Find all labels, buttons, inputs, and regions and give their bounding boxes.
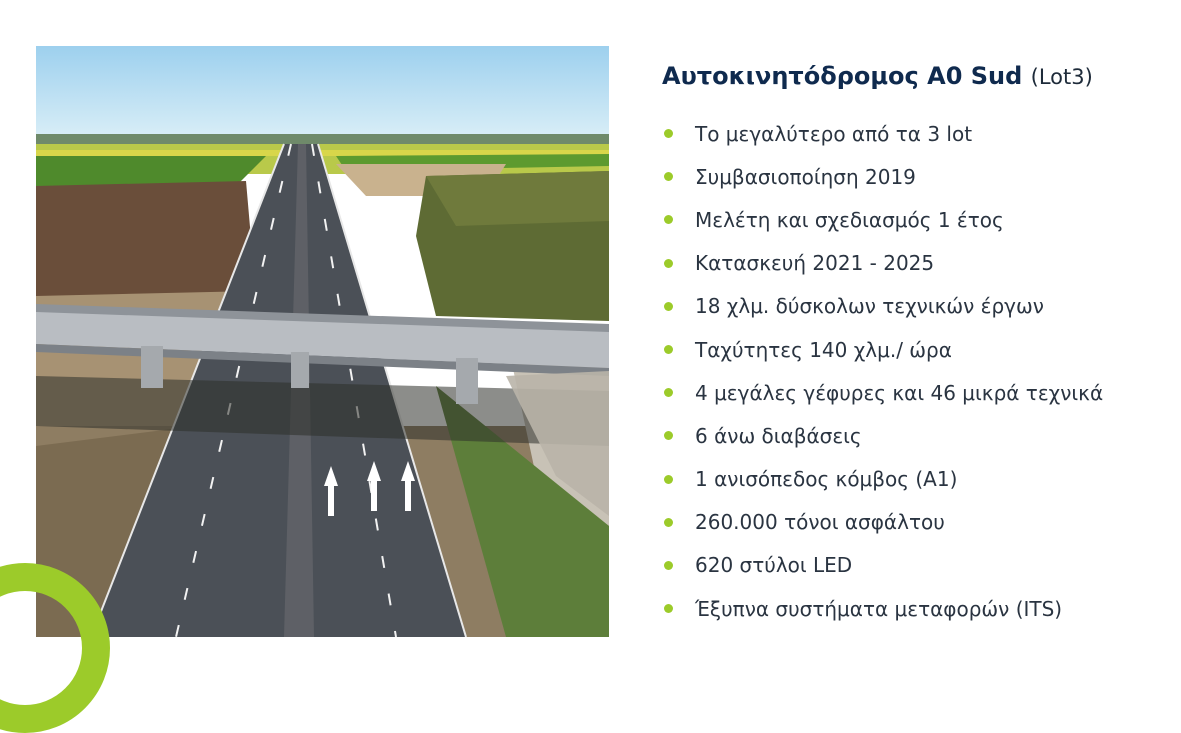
bullet-dot-icon [664,431,673,440]
bullet-dot-icon [664,604,673,613]
bullet-dot-icon [664,388,673,397]
bullet-text: Μελέτη και σχεδιασμός 1 έτος [695,207,1004,232]
slide-title-main: Αυτοκινητόδρομος A0 Sud [662,62,1023,90]
bullet-text: Συμβασιοποίηση 2019 [695,164,916,189]
bullet-dot-icon [664,561,673,570]
slide-title-sub: (Lot3) [1030,65,1093,89]
bullet-dot-icon [664,215,673,224]
bullet-text: Κατασκευή 2021 - 2025 [695,251,935,276]
bullet-item [662,544,1103,587]
bullet-item [662,328,1103,371]
bullet-text: 620 στύλοι LED [695,553,853,578]
bullet-dot-icon [664,345,673,354]
bullet-item [662,587,1103,630]
bullet-item [662,501,1103,544]
bullet-text: 260.000 τόνοι ασφάλτου [695,510,945,535]
bullet-text: 18 χλμ. δύσκολων τεχνικών έργων [695,294,1044,319]
bullet-dot-icon [664,475,673,484]
bullet-dot-icon [664,302,673,311]
bullet-item [662,458,1103,501]
bullet-text: Έξυπνα συστήματα μεταφορών (ITS) [695,596,1063,621]
bullet-item [662,371,1103,414]
bullet-list [662,112,1103,630]
bullet-text: 4 μεγάλες γέφυρες και 46 μικρά τεχνικά [695,380,1104,405]
bullet-item [662,285,1103,328]
slide-title [662,62,1093,90]
bullet-item [662,414,1103,457]
bullet-item [662,155,1103,198]
bullet-text: Ταχύτητες 140 χλμ./ ώρα [695,337,952,362]
bullet-item [662,198,1103,241]
bullet-dot-icon [664,259,673,268]
bullet-dot-icon [664,129,673,138]
bullet-dot-icon [664,518,673,527]
bullet-item [662,112,1103,155]
bullet-item [662,242,1103,285]
bullet-dot-icon [664,172,673,181]
bullet-text: Το μεγαλύτερο από τα 3 lot [695,121,973,146]
highway-aerial-photo [36,46,609,637]
bullet-text: 1 ανισόπεδος κόμβος (A1) [695,467,958,492]
bullet-text: 6 άνω διαβάσεις [695,423,862,448]
